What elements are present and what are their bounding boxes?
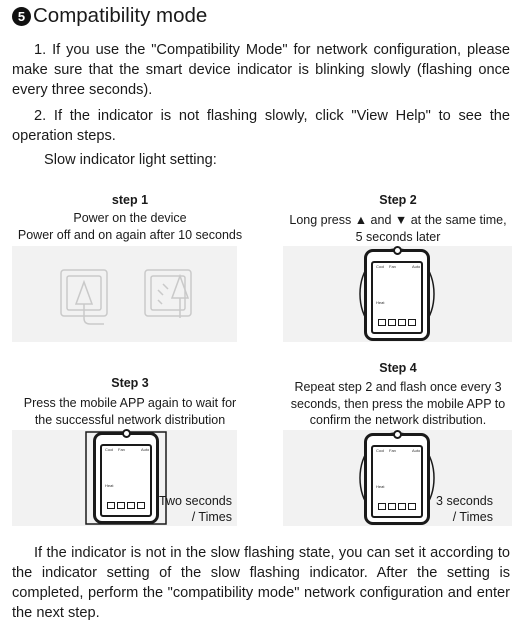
paragraph-slow-indicator: Slow indicator light setting: [44,152,217,168]
paragraph-slow-flashing-setting: If the indicator is not in the slow flashing state, you can set it according to the indicator setting of the slow flashing indicator. After the setting is completed, perform the "compatibility mode" network configuration and enter the next step. [12,545,510,621]
step-2-heading: Step 2 [379,193,417,207]
step-1-image [12,246,237,342]
step-1-text: Power on the device Power off and on again after 10 seconds [17,211,243,242]
step-3-text: Press the mobile APP again to wait for the successful network distribution [23,396,237,427]
step-3-caption: Two seconds / Times [159,494,232,524]
number-badge: 5 [12,7,31,26]
section-title [12,4,207,28]
thermostat-device: Cool Fan Auto Heat [93,432,159,524]
section-title-text: Compatibility mode [33,4,208,27]
step-3-image [12,430,237,526]
thermostat-device: Cool Fan Auto Heat [364,249,430,341]
paragraph-compatibility-mode: 1. If you use the "Compatibility Mode" for network configuration, please make sure that the smart device indicator is blinking slowly (flashing once every three seconds). [12,42,510,98]
step-4-heading: Step 4 [379,361,417,375]
thermostat-device: Cool Fan Auto Heat [364,433,430,525]
power-outlet-illustration [12,246,237,342]
step-4-text: Repeat step 2 and flash once every 3 seconds, then press the mobile APP to confirm the network distribution. [290,380,506,427]
step-4-image [283,430,512,526]
paragraph-view-help: 2. If the indicator is not flashing slowly, click "View Help" to see the operation steps. [12,108,510,144]
step-4-caption: 3 seconds / Times [436,494,493,524]
step-2-image [283,246,512,342]
step-1-heading: step 1 [111,193,149,207]
step-2-text: Long press ▲ and ▼ at the same time, 5 seconds later [289,213,507,244]
step-3-heading: Step 3 [111,376,149,390]
